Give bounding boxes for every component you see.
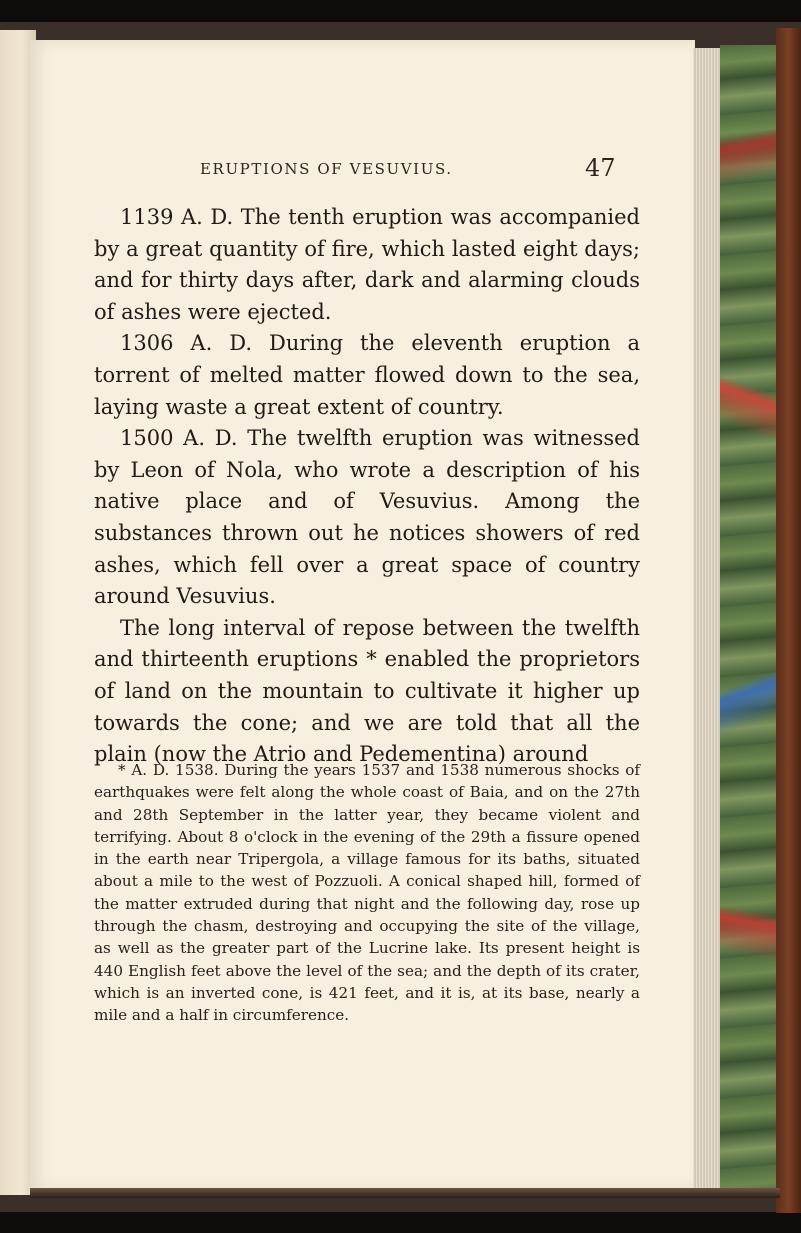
paragraph-interval: The long interval of repose between the twelfth and thirteenth eruptions * enabled the proprietors of land on the mountain to cultivate it higher up towards the cone; and we are told that all the plain (now the Atrio and Pedementina) around xyxy=(94,615,640,767)
paragraph-1500: 1500 A. D. The twelfth eruption was witnessed by Leon of Nola, who wrote a description of his native place and of Vesuvius. Among the substances thrown out he notices showers of red ashes, which fell over a great space of country around Vesuvius. xyxy=(94,426,640,609)
marbled-edge xyxy=(720,45,782,1195)
book-spine xyxy=(776,28,801,1213)
footnote: * A. D. 1538. During the years 1537 and 1538 numerous shocks of earthquakes were felt along the whole coast of Baia, and on the 27th and 28th September in the latter year, they became violent and terrifying. About 8 o'clock in the evening of the 29th a fissure opened in the earth near Tripergola, a village famous for its baths, situated about a mile to the west of Pozzuoli. A conical shaped hill, formed of the matter extruded during that night and the following day, rose up through the chasm, destroying and occupying the site of the village, as well as the greater part of the Lucrine lake. Its present height is 440 English feet above the level of the sea; and the depth of its crater, which is an inverted cone, is 421 feet, and it is, at its base, nearly a mile and a half in circumference. xyxy=(94,761,640,1025)
page-edges xyxy=(693,48,723,1188)
paragraph-1139: 1139 A. D. The tenth eruption was accompanied by a great quantity of fire, which lasted eight days; and for thirty days after, dark and alarming clouds of ashes were ejected. xyxy=(94,205,640,324)
book-bottom-edge xyxy=(30,1188,780,1198)
body-text xyxy=(94,202,640,771)
running-head: ERUPTIONS OF VESUVIUS. xyxy=(200,160,453,178)
paragraph-1306: 1306 A. D. During the eleventh eruption a torrent of melted matter flowed down to the sea, laying waste a great extent of country. xyxy=(94,331,640,419)
page-number: 47 xyxy=(585,154,616,182)
